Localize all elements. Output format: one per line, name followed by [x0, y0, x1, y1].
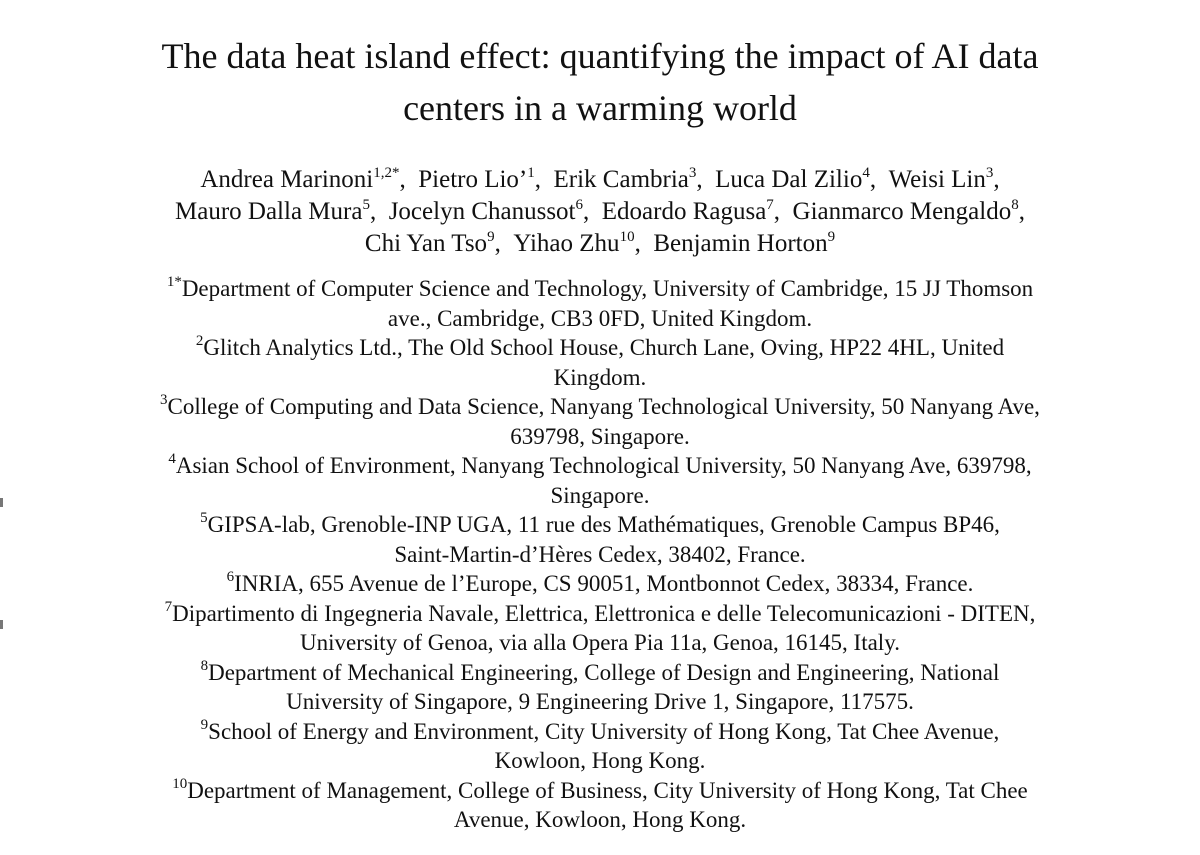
- paper-title: [60, 30, 1140, 134]
- affiliation-text: Singapore.: [550, 482, 650, 508]
- author-name: Weisi Lin: [888, 166, 986, 193]
- author-name: Edoardo Ragusa: [601, 198, 767, 225]
- author-affiliation-mark: 3: [985, 165, 994, 181]
- title-line: centers in a warming world: [403, 88, 797, 128]
- affiliation-line: [40, 628, 1160, 658]
- author-affiliation-mark: 7: [766, 197, 774, 213]
- author-separator: ,: [583, 198, 590, 225]
- author-line: [40, 164, 1160, 196]
- author-affiliation-mark: 6: [575, 197, 583, 213]
- margin-mark-top: [0, 498, 3, 507]
- affiliation-line: [40, 510, 1160, 540]
- author-name: Erik Cambria: [553, 166, 689, 193]
- affiliation-text: Dipartimento di Ingegneria Navale, Elettrica, Elettronica e delle Telecomunicazioni - DITEN,: [172, 600, 1036, 626]
- affiliation-line: [40, 422, 1160, 452]
- affiliation-text: Kingdom.: [553, 364, 647, 390]
- author-name: Luca Dal Zilio: [715, 166, 863, 193]
- affiliation-text: Saint-Martin-d’Hères Cedex, 38402, France.: [394, 541, 806, 567]
- author-separator: ,: [869, 166, 877, 193]
- affiliation: [40, 510, 1160, 569]
- author-name: Benjamin Horton: [653, 230, 828, 257]
- affiliation-mark: 10: [172, 775, 188, 792]
- author-line: [40, 228, 1160, 260]
- author-name: Yihao Zhu: [513, 230, 620, 257]
- author: [365, 230, 495, 257]
- author: [889, 166, 994, 193]
- author-affiliation-mark: 5: [362, 197, 370, 213]
- title-line: The data heat island effect: quantifying the impact of AI data: [161, 36, 1039, 76]
- affiliation-text: 639798, Singapore.: [510, 423, 690, 449]
- affiliation: [40, 451, 1160, 510]
- author-affiliation-mark: 8: [1011, 197, 1019, 213]
- author-affiliation-mark: 3: [688, 165, 697, 181]
- affiliation-list: [40, 274, 1160, 835]
- affiliation-line: [40, 658, 1160, 688]
- affiliation-line: [40, 776, 1160, 806]
- margin-mark-bottom: [0, 620, 3, 629]
- affiliation-text: College of Computing and Data Science, Nanyang Technological University, 50 Nanyang Ave,: [167, 394, 1040, 419]
- affiliation-mark: 7: [164, 598, 173, 615]
- affiliation-line: [40, 392, 1160, 422]
- affiliation-line: [40, 451, 1160, 481]
- affiliation-text: GIPSA-lab, Grenoble-INP UGA, 11 rue des Mathématiques, Grenoble Campus BP46,: [207, 512, 1000, 537]
- affiliation-line: [40, 540, 1160, 570]
- affiliation-mark: 4: [168, 451, 176, 467]
- affiliation-mark: 3: [160, 392, 168, 408]
- affiliation-line: [40, 363, 1160, 393]
- author-separator: ,: [494, 230, 501, 257]
- author-separator: ,: [369, 198, 377, 225]
- author: [653, 230, 835, 257]
- author-name: Chi Yan Tso: [364, 230, 488, 257]
- affiliation-text: University of Genoa, via alla Opera Pia 11a, Genoa, 16145, Italy.: [300, 630, 900, 655]
- affiliation-line: [40, 569, 1160, 599]
- affiliation-mark: 5: [200, 510, 208, 526]
- author: [554, 166, 697, 193]
- author: [715, 166, 870, 193]
- affiliation-line: [40, 481, 1160, 511]
- affiliation-text: Department of Management, College of Business, City University of Hong Kong, Tat Chee: [187, 777, 1028, 803]
- affiliation-text: Kowloon, Hong Kong.: [494, 748, 706, 773]
- affiliation-text: University of Singapore, 9 Engineering Drive 1, Singapore, 117575.: [286, 689, 914, 714]
- affiliation-text: Department of Mechanical Engineering, College of Design and Engineering, National: [208, 659, 1000, 685]
- affiliation-mark: 9: [200, 716, 209, 733]
- affiliation: [40, 776, 1160, 835]
- affiliation-line: [40, 687, 1160, 717]
- affiliation-text: Glitch Analytics Ltd., The Old School House, Church Lane, Oving, HP22 4HL, United: [203, 335, 1005, 360]
- author-affiliation-mark: 1,2*: [373, 165, 400, 181]
- affiliation-line: [40, 805, 1160, 835]
- author: [513, 230, 634, 257]
- affiliation-text: INRIA, 655 Avenue de l’Europe, CS 90051, Montbonnot Cedex, 38334, France.: [234, 571, 974, 596]
- author-separator: ,: [696, 166, 703, 193]
- author-separator: ,: [1018, 198, 1025, 225]
- affiliation-line: [40, 746, 1160, 776]
- affiliation-line: [40, 599, 1160, 629]
- affiliation-line: [40, 304, 1160, 334]
- affiliation: [40, 333, 1160, 392]
- author-name: Jocelyn Chanussot: [388, 198, 576, 225]
- author-affiliation-mark: 9: [487, 229, 495, 245]
- author-name: Andrea Marinoni: [200, 166, 374, 193]
- author: [200, 166, 399, 193]
- affiliation: [40, 274, 1160, 333]
- affiliation-mark: 6: [226, 569, 235, 585]
- affiliation-line: [40, 717, 1160, 747]
- affiliation: [40, 569, 1160, 599]
- author-separator: ,: [399, 166, 406, 193]
- affiliation: [40, 392, 1160, 451]
- author-line: [40, 196, 1160, 228]
- affiliation: [40, 717, 1160, 776]
- author-affiliation-mark: 1: [527, 165, 535, 181]
- author-name: Mauro Dalla Mura: [175, 198, 363, 225]
- affiliation: [40, 658, 1160, 717]
- affiliation-line: [40, 333, 1160, 363]
- affiliation-text: School of Energy and Environment, City University of Hong Kong, Tat Chee Avenue,: [208, 718, 1000, 744]
- author-separator: ,: [634, 230, 641, 257]
- author-separator: ,: [534, 166, 542, 193]
- author: [602, 198, 774, 225]
- affiliation-mark: 1*: [166, 274, 182, 290]
- author-affiliation-mark: 4: [862, 165, 870, 181]
- author: [793, 198, 1019, 225]
- author: [389, 198, 583, 225]
- affiliation-mark: 2: [195, 333, 204, 349]
- affiliation-text: Department of Computer Science and Technology, University of Cambridge, 15 JJ Thomson: [181, 276, 1034, 301]
- author-separator: ,: [773, 198, 781, 225]
- author: [175, 198, 370, 225]
- affiliation-text: ave., Cambridge, CB3 0FD, United Kingdom.: [387, 305, 813, 331]
- author: [418, 166, 535, 193]
- affiliation-text: Asian School of Environment, Nanyang Technological University, 50 Nanyang Ave, 639798,: [175, 453, 1032, 478]
- author-affiliation-mark: 10: [619, 229, 635, 245]
- affiliation-text: Avenue, Kowloon, Hong Kong.: [453, 807, 747, 832]
- author-name: Pietro Lio’: [418, 166, 528, 193]
- author-name: Gianmarco Mengaldo: [792, 198, 1012, 225]
- affiliation-mark: 8: [200, 657, 209, 674]
- author-separator: ,: [993, 166, 1000, 193]
- author-affiliation-mark: 9: [827, 229, 836, 245]
- affiliation: [40, 599, 1160, 658]
- affiliation-line: [40, 274, 1160, 304]
- author-list: [40, 164, 1160, 260]
